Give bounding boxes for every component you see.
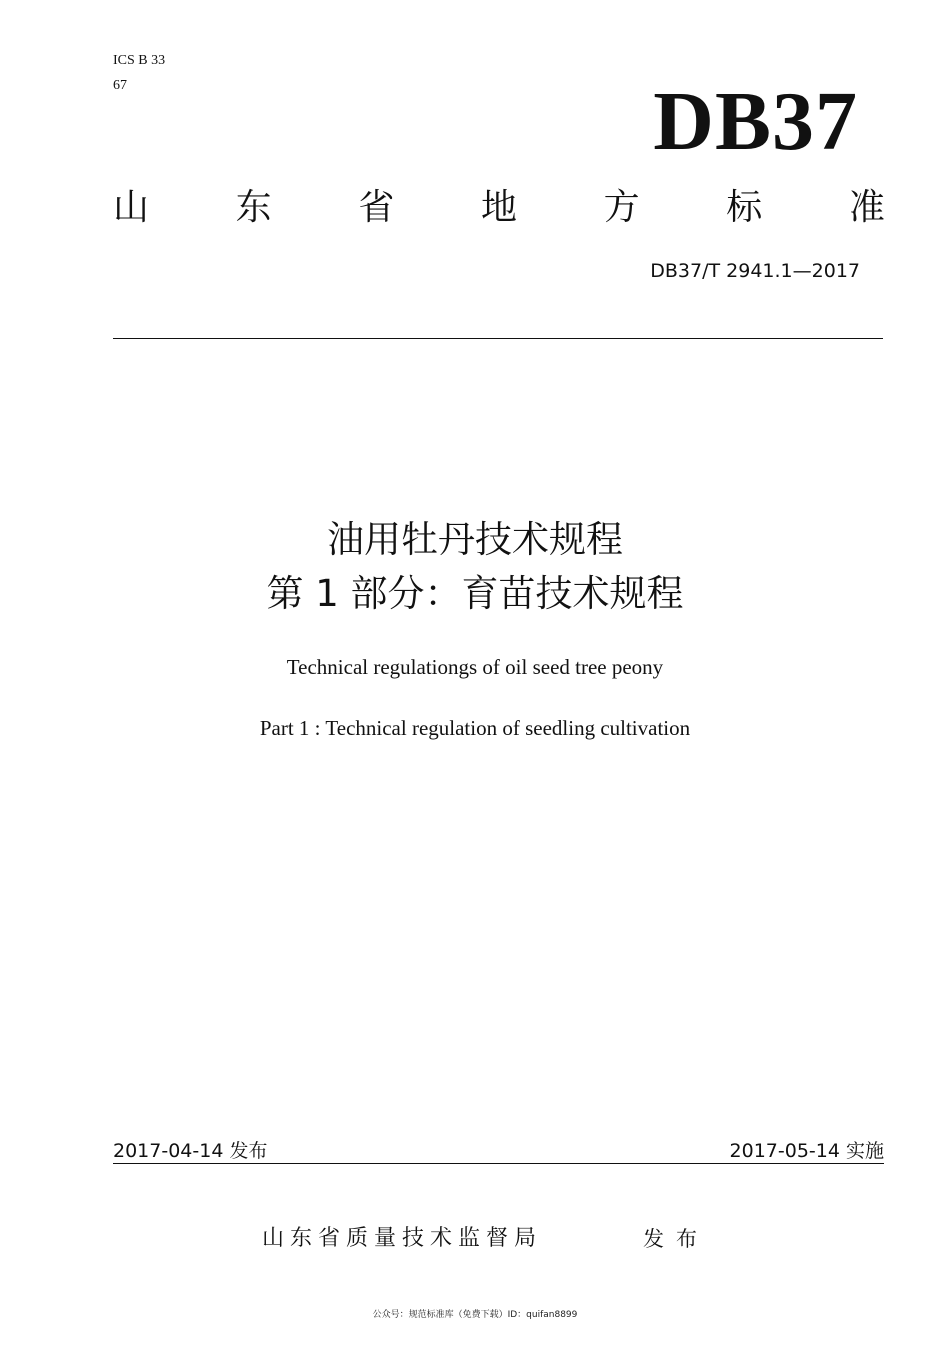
footer-divider <box>113 1163 884 1164</box>
standard-type-char: 准 <box>848 187 885 228</box>
title-en-line-2: Part 1 : Technical regulation of seedling cultivation <box>259 716 691 740</box>
standard-type-char: 东 <box>235 187 272 228</box>
ics-code <box>113 48 165 98</box>
publish-action: 发布 <box>643 1227 709 1251</box>
standard-number: DB37/T 2941.1—2017 <box>650 260 860 282</box>
standard-type-char: 方 <box>603 187 640 228</box>
ics-line-2: 67 <box>113 78 127 93</box>
header-divider <box>113 338 883 339</box>
standard-type-char: 省 <box>358 187 395 228</box>
standard-type-char: 地 <box>480 187 517 228</box>
issue-date: 2017-04-14 发布 <box>113 1140 268 1162</box>
title-en-line-1: Technical regulationgs of oil seed tree peony <box>286 655 664 679</box>
standard-type-char: 标 <box>726 187 763 228</box>
title-zh-line-2: 第 1 部分：育苗技术规程 <box>266 572 684 615</box>
implementation-date: 2017-05-14 实施 <box>729 1140 884 1162</box>
title-zh-line-1: 油用牡丹技术规程 <box>327 518 623 561</box>
standard-type-char: 山 <box>113 187 150 228</box>
watermark-note: 公众号：规范标准库（免费下载）ID：quifan8899 <box>372 1310 578 1320</box>
standard-type <box>113 183 885 233</box>
db37-logo: DB37 <box>653 75 858 168</box>
ics-line-1: ICS B 33 <box>113 53 166 68</box>
publisher-name: 山东省质量技术监督局 <box>262 1226 543 1251</box>
